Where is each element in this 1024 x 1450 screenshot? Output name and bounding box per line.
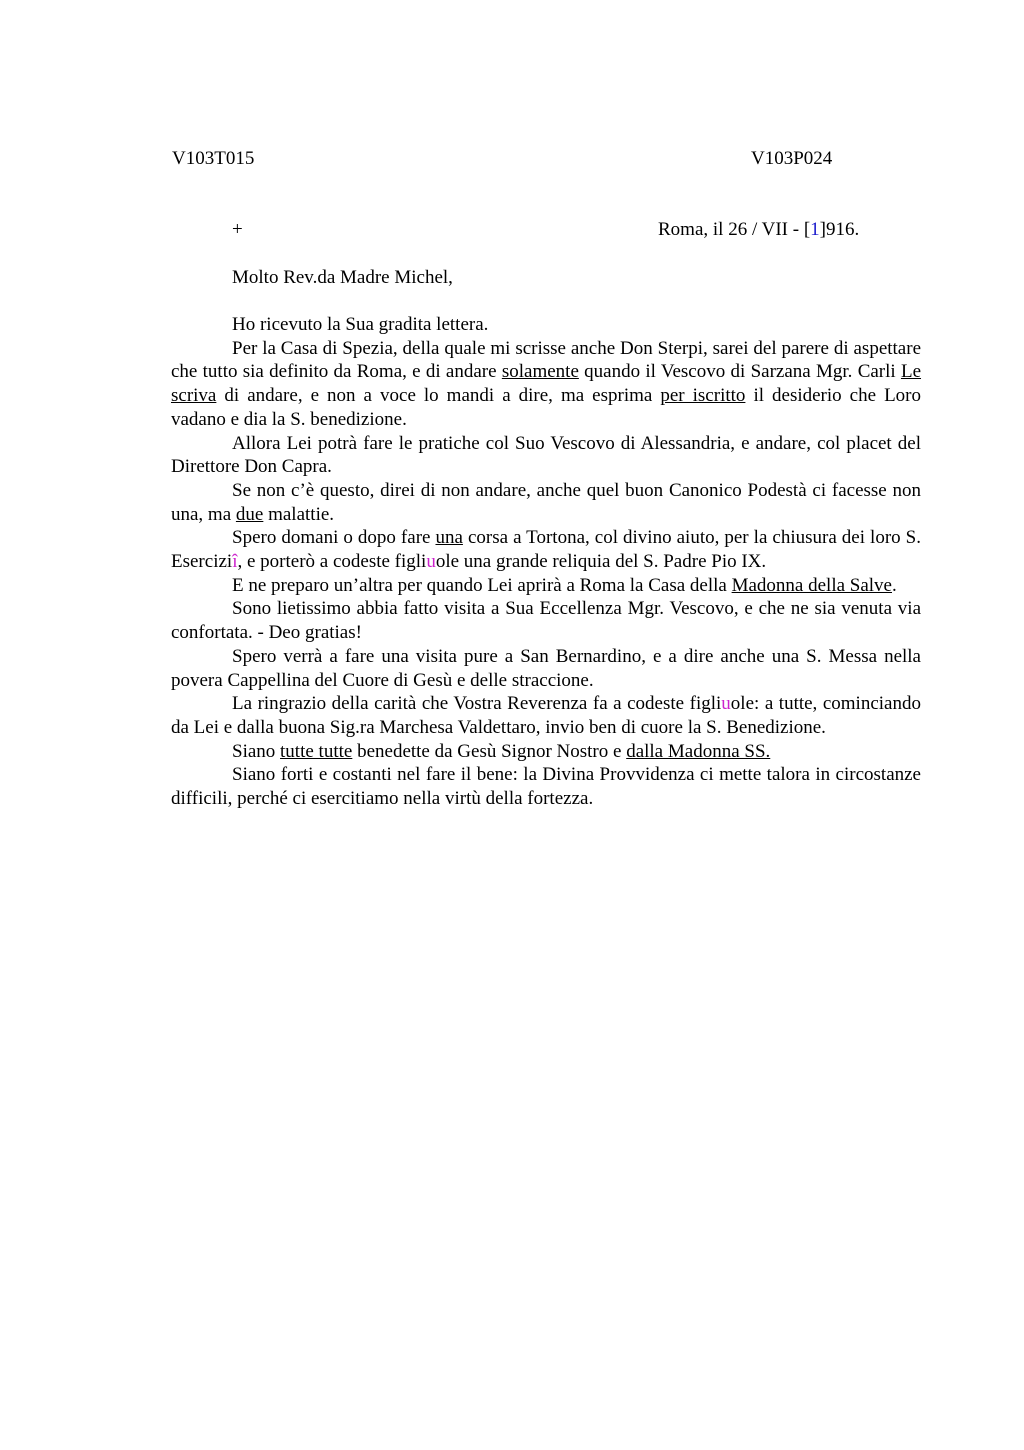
underlined-text: Madonna della Salve [731,574,892,596]
text-run: di andare, e non a voce lo mandi a dire, ma esprima [216,385,661,407]
paragraph-3: Allora Lei potrà fare le pratiche col Suo Vescovo di Alessandria, e andare, col placet del Direttore Don Capra. [171,432,921,478]
text-run: E ne preparo un’altra per quando Lei aprirà a Roma la Casa della [232,574,732,596]
paragraph-7: Sono lietissimo abbia fatto visita a Sua Eccellenza Mgr. Vescovo, e che ne sia venuta via confortata. - Deo gratias! [171,598,921,644]
underlined-text: due [235,503,264,525]
date-restored-digit: 1 [810,219,820,240]
text-run: ole: a tutte, cominciando da Lei e dalla buona Sig.ra Marchesa Valdettaro, invio ben di cuore la S. Benedizione. [171,693,921,738]
text-run: corsa a Tortona, col divino aiuto, per la chiusura dei loro S. Esercizi [171,527,921,573]
paragraph-1: Ho ricevuto la Sua gradita lettera. [232,314,489,335]
date-suffix: ]916. [819,219,860,240]
underlined-text: tutte tutte [280,740,353,762]
paragraph-11: Siano forti e costanti nel fare il bene: la Divina Provvidenza ci mette talora in circostanze difficili, perché ci esercitiamo nella virtù della fortezza. [171,764,921,810]
paragraph-4 [171,479,921,526]
cross-symbol: + [232,219,243,240]
text-run: benedette da Gesù Signor Nostro e [352,740,627,762]
correction-mark: î [232,551,238,573]
underlined-text: dalla Madonna SS. [626,740,771,762]
date-prefix: Roma, il 26 / VII - [ [658,219,811,240]
text-run: La ringrazio della carità che Vostra Reverenza fa a codeste figli [232,693,722,715]
text-run: Se non c’è questo, direi di non andare, anche quel buon Canonico Podestà ci facesse non una, ma [171,479,921,525]
paragraph-6 [171,574,921,598]
archive-code-right: V103P024 [751,148,833,169]
paragraph-9 [171,692,921,739]
paragraph-2 [171,337,921,432]
archive-code-left: V103T015 [172,148,255,169]
letter-date [658,219,859,241]
correction-mark: u [426,551,436,573]
paragraph-5 [171,526,921,573]
text-run: quando il Vescovo di Sarzana Mgr. Carli [578,361,901,383]
paragraph-8: Spero verrà a fare una visita pure a San Bernardino, e a dire anche una S. Messa nella povera Cappellina del Cuore di Gesù e delle straccione. [171,645,921,691]
text-run: Spero domani o dopo fare [232,527,436,549]
text-run: il desiderio che Loro vadano e dia la S. benedizione. [171,385,921,430]
text-run: . [892,574,897,596]
underlined-text: per iscritto [660,385,746,407]
text-run: ole una grande reliquia del S. Padre Pio IX. [435,551,767,573]
text-run: , e porterò a codeste figli [237,551,427,573]
text-run: malattie. [263,503,335,525]
underlined-text: una [435,527,463,549]
text-run: Per la Casa di Spezia, della quale mi scrisse anche Don Sterpi, sarei del parere di aspettare che tutto sia definito da Roma, e di andare [171,337,921,383]
text-run: Siano [232,740,281,762]
letter-body [171,313,921,811]
underlined-text: Le scriva [171,361,922,407]
salutation: Molto Rev.da Madre Michel, [232,267,453,288]
paragraph-10 [171,740,921,764]
underlined-text: solamente [501,361,579,383]
correction-mark: u [721,693,731,715]
